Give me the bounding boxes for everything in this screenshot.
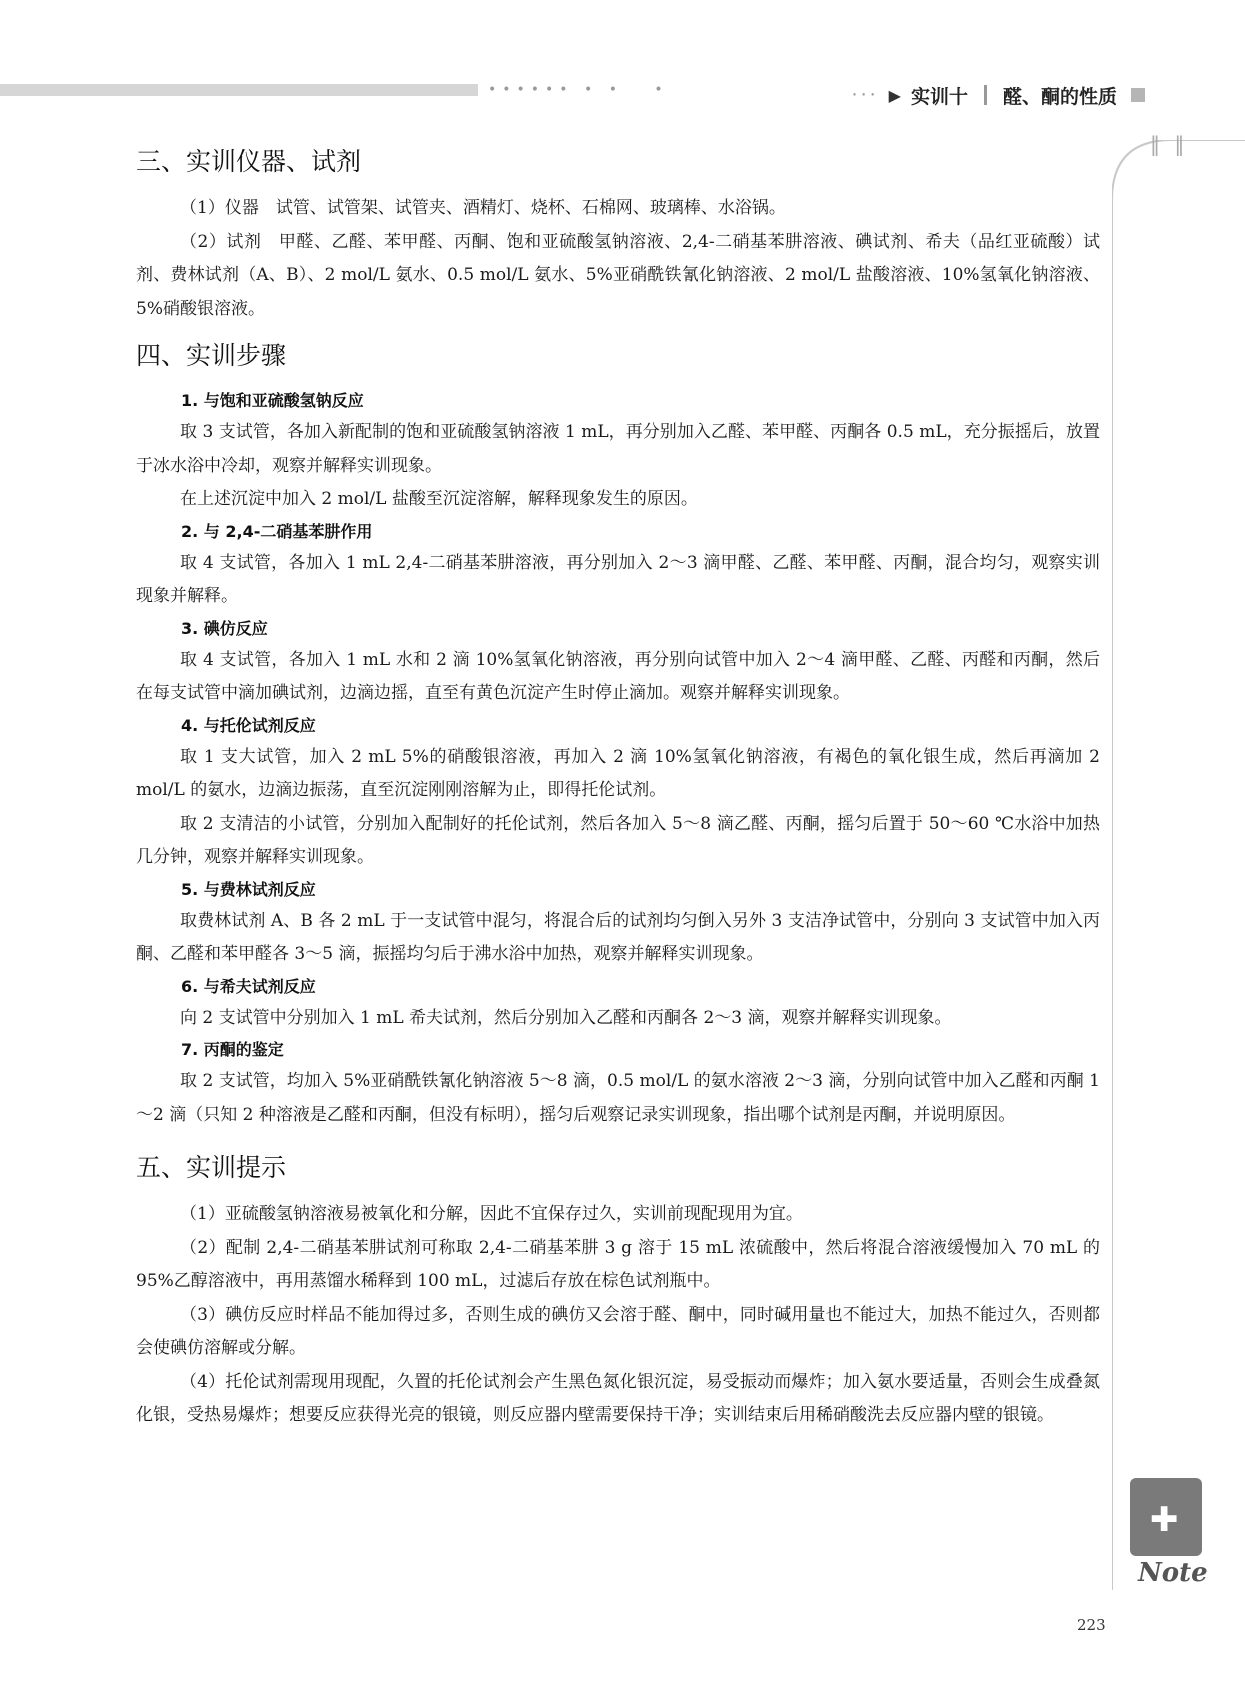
header-dots-right: ··· xyxy=(851,84,879,106)
side-margin-line xyxy=(1112,140,1245,1590)
paragraph: 取 3 支试管，各加入新配制的饱和亚硫酸氢钠溶液 1 mL，再分别加入乙醛、苯甲醛、丙酮各 0.5 mL，充分振摇后，放置于冰水浴中冷却，观察并解释实训现象。 xyxy=(136,422,1100,476)
paragraph: （4）托伦试剂需现用现配，久置的托伦试剂会产生黑色氮化银沉淀，易受振动而爆炸；加入氨水要适量，否则会生成叠氮化银，受热易爆炸；想要反应获得光亮的银镜，则反应器内壁需要保持干净；实训结束后用稀硝酸洗去反应器内壁的银镜。 xyxy=(136,1371,1100,1425)
arrow-icon: ▶ xyxy=(888,85,901,105)
square-icon xyxy=(1131,88,1145,102)
note-label: Note xyxy=(1138,1558,1208,1588)
step-title-7: 7. 丙酮的鉴定 xyxy=(181,1040,284,1059)
paragraph: 取费林试剂 A、B 各 2 mL 于一支试管中混匀，将混合后的试剂均匀倒入另外 3 支洁净试管中，分别向 3 支试管中加入丙酮、乙醛和苯甲醛各 3～5 滴，振摇均匀后于沸水浴中加热，观察并解释实训现象。 xyxy=(136,910,1100,964)
paragraph: 取 4 支试管，各加入 1 mL 水和 2 滴 10%氢氧化钠溶液，再分别向试管中加入 2～4 滴甲醛、乙醛、丙醛和丙酮，然后在每支试管中滴加碘试剂，边滴边摇，直至有黄色沉淀产生时停止滴加。观察并解释实训现象。 xyxy=(136,649,1100,703)
paragraph: 在上述沉淀中加入 2 mol/L 盐酸至沉淀溶解，解释现象发生的原因。 xyxy=(180,489,698,509)
page-number: 223 xyxy=(1077,1616,1106,1634)
header-bar xyxy=(0,84,478,96)
section-heading-4: 四、实训步骤 xyxy=(136,341,287,370)
paragraph: （3）碘仿反应时样品不能加得过多，否则生成的碘仿又会溶于醛、酮中，同时碱用量也不能过大，加热不能过久，否则都会使碘仿溶解或分解。 xyxy=(136,1304,1100,1358)
chapter-label: 实训十 xyxy=(910,85,968,108)
step-title-5: 5. 与费林试剂反应 xyxy=(181,879,316,899)
header-dots: •••••• • • • xyxy=(488,82,669,98)
paragraph: （2）试剂 甲醛、乙醛、苯甲醛、丙酮、饱和亚硫酸氢钠溶液、2,4-二硝基苯肼溶液、碘试剂、希夫（品红亚硫酸）试剂、费林试剂（A、B）、2 mol/L 氨水、0.5 mol/L 氨水、5%亚硝酰铁氰化钠溶液、2 mol/L 盐酸溶液、10%氢氧化钠溶液、5%硝酸银溶液。 xyxy=(136,231,1100,319)
paragraph: 向 2 支试管中分别加入 1 mL 希夫试剂，然后分别加入乙醛和丙酮各 2～3 滴，观察并解释实训现象。 xyxy=(180,1007,952,1028)
note-icon xyxy=(1130,1478,1202,1556)
step-title-4: 4. 与托伦试剂反应 xyxy=(181,715,316,735)
chapter-title: 醛、酮的性质 xyxy=(1002,85,1117,108)
plus-icon: ✚ xyxy=(1150,1500,1179,1540)
running-header xyxy=(852,80,1145,110)
step-title-2: 2. 与 2,4-二硝基苯肼作用 xyxy=(181,521,373,541)
paragraph: 取 2 支清洁的小试管，分别加入配制好的托伦试剂，然后各加入 5～8 滴乙醛、丙酮，摇匀后置于 50～60 ℃水浴中加热几分钟，观察并解释实训现象。 xyxy=(136,813,1100,867)
header-separator xyxy=(984,85,987,105)
paragraph: （1）仪器 试管、试管架、试管夹、酒精灯、烧杯、石棉网、玻璃棒、水浴锅。 xyxy=(180,198,786,218)
section-heading-3: 三、实训仪器、试剂 xyxy=(136,147,362,176)
paragraph: 取 2 支试管，均加入 5%亚硝酰铁氰化钠溶液 5～8 滴，0.5 mol/L 的氨水溶液 2～3 滴，分别向试管中加入乙醛和丙酮 1～2 滴（只知 2 种溶液是乙醛和丙酮，但没有标明），摇匀后观察记录实训现象，指出哪个试剂是丙酮，并说明原因。 xyxy=(136,1071,1100,1125)
paragraph: 取 1 支大试管，加入 2 mL 5%的硝酸银溶液，再加入 2 滴 10%氢氧化钠溶液，有褐色的氧化银生成，然后再滴加 2 mol/L 的氨水，边滴边振荡，直至沉淀刚刚溶解为止，即得托伦试剂。 xyxy=(136,746,1100,800)
page-content xyxy=(136,140,1100,1433)
paragraph: （1）亚硫酸氢钠溶液易被氧化和分解，因此不宜保存过久，实训前现配现用为宜。 xyxy=(180,1204,803,1224)
paragraph: （2）配制 2,4-二硝基苯肼试剂可称取 2,4-二硝基苯肼 3 g 溶于 15 mL 浓硫酸中，然后将混合溶液缓慢加入 70 mL 的 95%乙醇溶液中，再用蒸馏水稀释到 100 mL，过滤后存放在棕色试剂瓶中。 xyxy=(136,1237,1100,1291)
section-heading-5: 五、实训提示 xyxy=(136,1153,287,1182)
side-tabs-icon: ‖ ‖ xyxy=(1150,132,1189,156)
step-title-1: 1. 与饱和亚硫酸氢钠反应 xyxy=(181,391,364,410)
step-title-6: 6. 与希夫试剂反应 xyxy=(181,976,316,996)
paragraph: 取 4 支试管，各加入 1 mL 2,4-二硝基苯肼溶液，再分别加入 2～3 滴甲醛、乙醛、苯甲醛、丙酮，混合均匀，观察实训现象并解释。 xyxy=(136,552,1100,606)
step-title-3: 3. 碘仿反应 xyxy=(181,618,268,638)
